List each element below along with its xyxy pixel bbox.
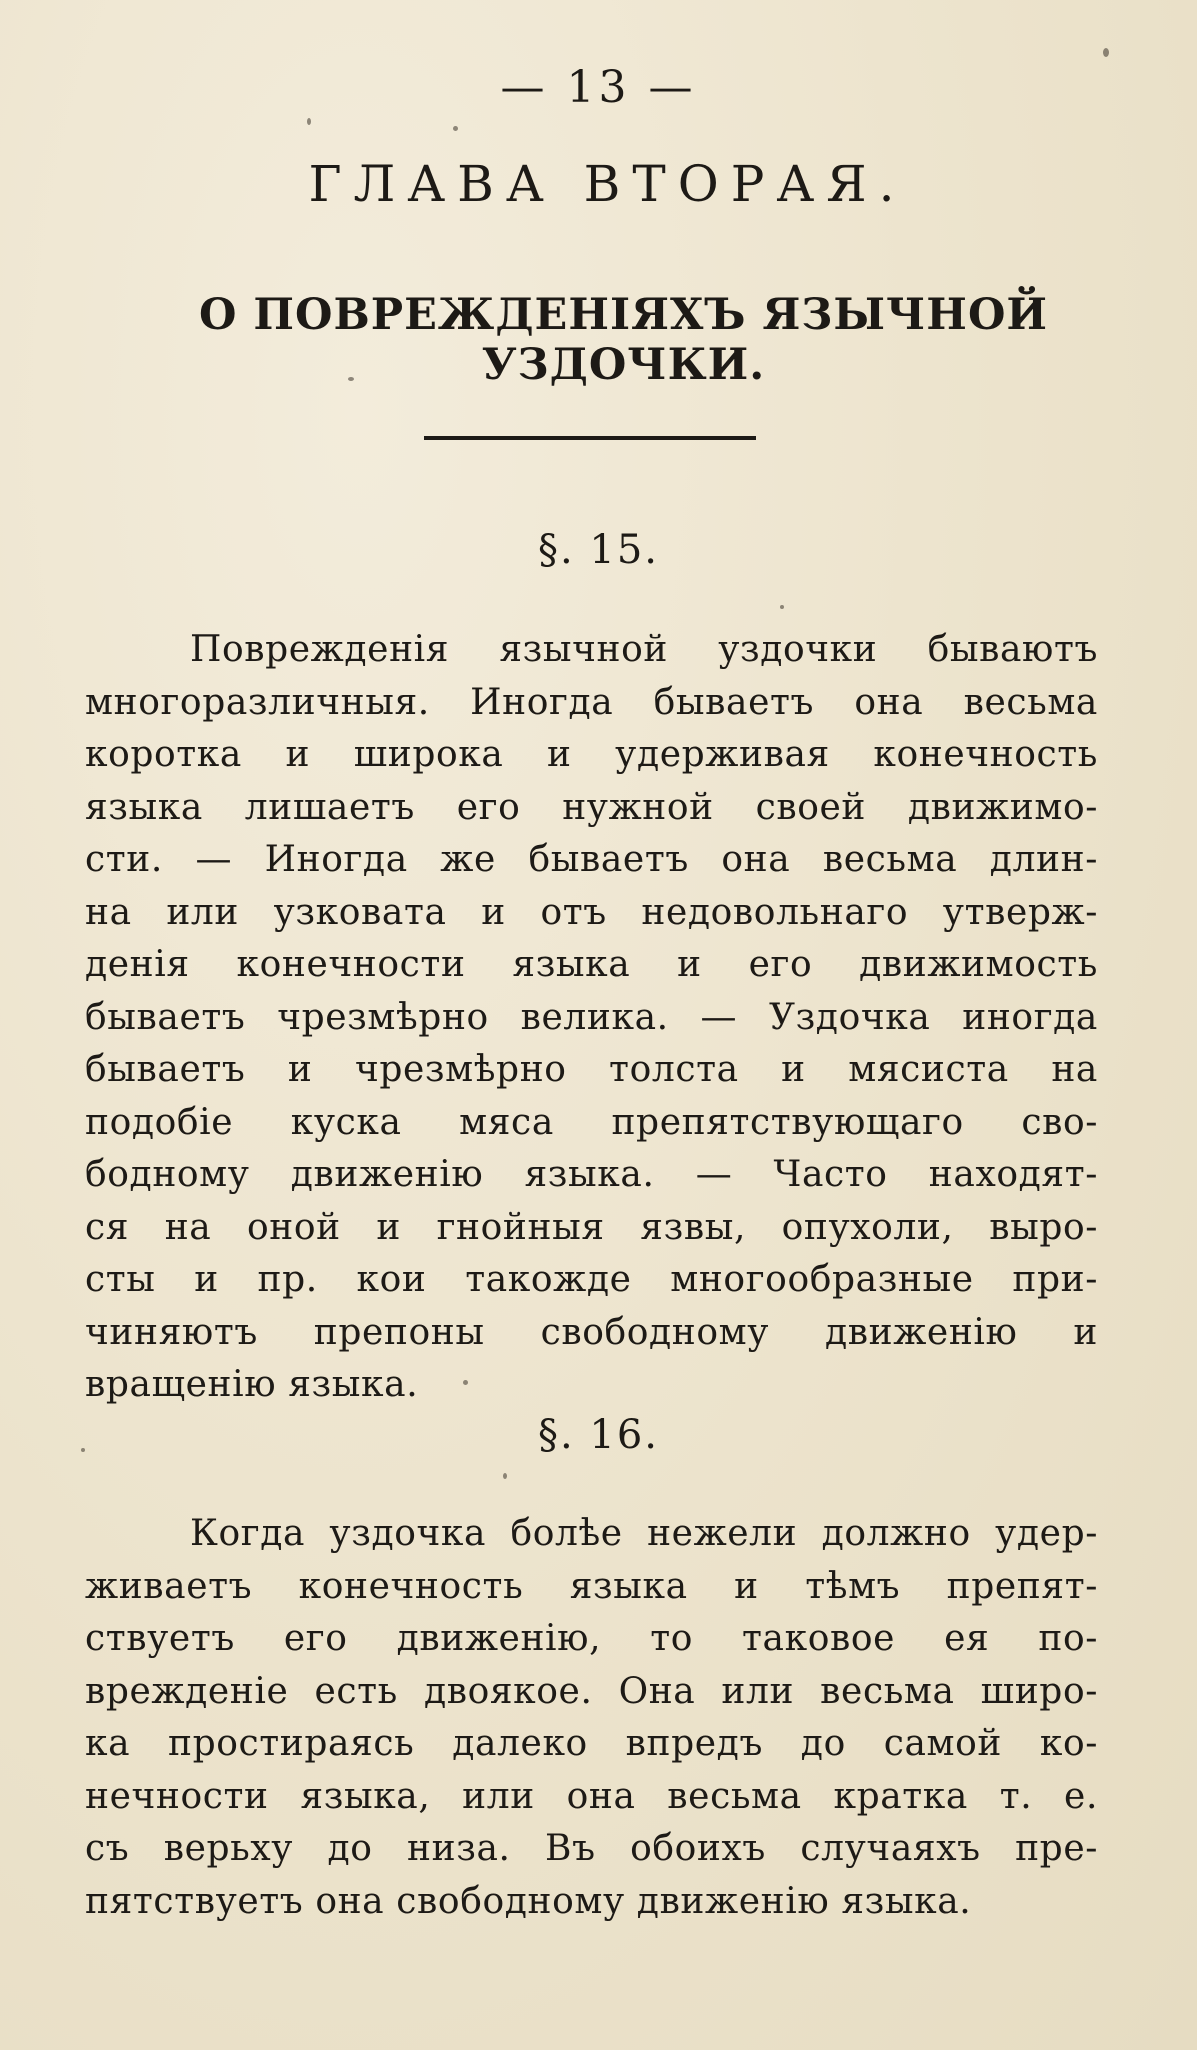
section-heading-16: §. 16. bbox=[537, 1412, 660, 1458]
paper-speck bbox=[348, 377, 354, 381]
paper-speck bbox=[463, 1380, 468, 1385]
paper-speck bbox=[81, 1448, 85, 1452]
text-line: живаетъ конечность языка и тѣмъ препят- bbox=[85, 1565, 1098, 1607]
text-line: Когда уздочка болѣе нежели должно удер- bbox=[190, 1513, 1098, 1554]
chapter-title: ГЛАВА ВТОРАЯ. bbox=[308, 155, 907, 213]
paper-speck bbox=[503, 1473, 507, 1479]
text-line: денія конечности языка и его движимость bbox=[85, 944, 1098, 985]
paper-speck bbox=[1103, 48, 1109, 57]
text-line: врежденіе есть двоякое. Она или весьма широ- bbox=[85, 1670, 1098, 1712]
text-line: бодному движенію языка. — Часто находят- bbox=[85, 1154, 1098, 1195]
text-line: на или узковата и отъ недовольнаго утверж- bbox=[85, 891, 1098, 933]
text-line: нечности языка, или она весьма кратка т. е. bbox=[85, 1775, 1098, 1817]
title-divider bbox=[424, 436, 756, 440]
section-15-paragraph bbox=[85, 624, 1098, 1412]
text-line: ствуетъ его движенію, то таковое ея по- bbox=[85, 1618, 1098, 1659]
text-line: Поврежденія язычной уздочки бываютъ bbox=[190, 629, 1098, 670]
text-line: съ верьху до низа. Въ обоихъ случаяхъ пре- bbox=[85, 1828, 1098, 1869]
text-line: коротка и широка и удерживая конечность bbox=[85, 734, 1098, 775]
text-line: сты и пр. кои такожде многообразные при- bbox=[85, 1259, 1098, 1300]
paper-speck bbox=[453, 126, 458, 131]
text-line: чиняютъ препоны свободному движенію и bbox=[85, 1311, 1098, 1353]
page-number: — 13 — bbox=[500, 62, 697, 113]
text-line: подобіе куска мяса препятствующаго сво- bbox=[85, 1101, 1098, 1143]
chapter-subtitle: О ПОВРЕЖДЕНІЯХЪ ЯЗЫЧНОЙ УЗДОЧКИ. bbox=[198, 290, 1049, 390]
text-line: ка простираясь далеко впредъ до самой ко- bbox=[85, 1723, 1098, 1764]
text-line: пятствуетъ она свободному движенію языка. bbox=[85, 1880, 972, 1922]
text-line: бываетъ чрезмѣрно велика. — Уздочка иногда bbox=[85, 996, 1098, 1038]
text-line: бываетъ и чрезмѣрно толста и мясиста на bbox=[85, 1049, 1098, 1090]
text-line: сти. — Иногда же бываетъ она весьма длин- bbox=[85, 839, 1098, 880]
section-16-paragraph bbox=[85, 1508, 1098, 1928]
paper-speck bbox=[780, 605, 784, 609]
text-line: ся на оной и гнойныя язвы, опухоли, выро- bbox=[85, 1206, 1098, 1248]
text-line: языка лишаетъ его нужной своей движимо- bbox=[85, 786, 1098, 828]
section-heading-15: §. 15. bbox=[537, 527, 660, 573]
text-line: многоразличныя. Иногда бываетъ она весьма bbox=[85, 681, 1098, 723]
text-line: вращенію языка. bbox=[85, 1364, 419, 1405]
paper-speck bbox=[307, 118, 311, 125]
